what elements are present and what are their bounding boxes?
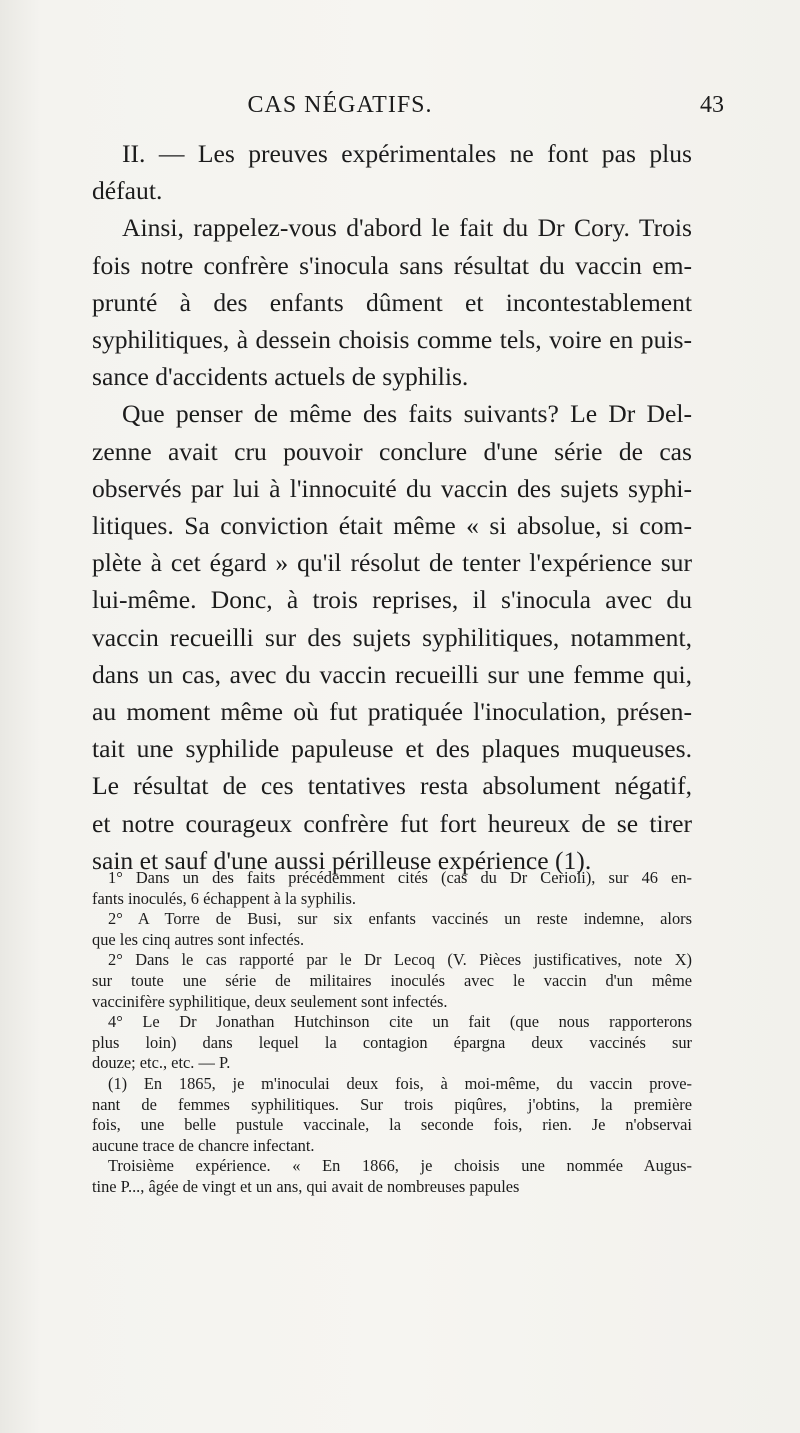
text-line: sain et sauf d'une aussi périlleuse expérience (1). bbox=[92, 845, 592, 875]
footnote-line: plus loin) dans lequel la contagion épargna deux vaccinés sur bbox=[92, 1032, 692, 1052]
text-line: fois notre confrère s'inocula sans résultat du vaccin em- bbox=[92, 250, 692, 280]
text-line: Ainsi, rappelez-vous d'abord le fait du Dr Cory. Trois bbox=[122, 213, 692, 243]
text-line: tait une syphilide papuleuse et des plaques muqueuses. bbox=[92, 734, 692, 764]
footnote-line: que les cinq autres sont infectés. bbox=[92, 929, 305, 949]
footnote-line: 2° Dans le cas rapporté par le Dr Lecoq (V. Pièces justificatives, note X) bbox=[108, 950, 692, 970]
text-line: au moment même où fut pratiquée l'inoculation, présen- bbox=[92, 697, 692, 727]
footnote-line: tine P..., âgée de vingt et un ans, qui avait de nombreuses papules bbox=[92, 1176, 520, 1196]
main-text bbox=[92, 135, 692, 879]
footnote-line: douze; etc., etc. — P. bbox=[92, 1053, 231, 1073]
footnote-line: 4° Le Dr Jonathan Hutchinson cite un fait (que nous rapporterons bbox=[108, 1012, 692, 1032]
text-line: zenne avait cru pouvoir conclure d'une série de cas bbox=[92, 436, 692, 466]
footnote-line: fois, une belle pustule vaccinale, la seconde fois, rien. Je n'observai bbox=[92, 1115, 692, 1135]
text-line: Que penser de même des faits suivants? Le Dr Del- bbox=[122, 399, 692, 429]
footnote-line: vaccinifère syphilitique, deux seulement sont infectés. bbox=[92, 991, 448, 1011]
text-line: vaccin recueilli sur des sujets syphilitiques, notamment, bbox=[92, 622, 692, 652]
footnote-line: 1° Dans un des faits précédemment cités (cas du Dr Cerioli), sur 46 en- bbox=[108, 868, 692, 887]
running-head: CAS NÉGATIFS. bbox=[247, 92, 433, 118]
footnote-line: Troisième expérience. « En 1866, je choisis une nommée Augus- bbox=[108, 1156, 692, 1176]
footnote-line: fants inoculés, 6 échappent à la syphilis. bbox=[92, 888, 357, 908]
footnote-line: aucune trace de chancre infectant. bbox=[92, 1135, 315, 1155]
text-line: plète à cet égard » qu'il résolut de tenter l'expérience sur bbox=[92, 548, 692, 578]
footnote-line: sur toute une série de militaires inoculés avec le vaccin d'un même bbox=[92, 970, 692, 990]
text-line: litiques. Sa conviction était même « si absolue, si com- bbox=[92, 511, 692, 541]
text-line: dans un cas, avec du vaccin recueilli sur une femme qui, bbox=[92, 659, 692, 689]
text-line: lui-même. Donc, à trois reprises, il s'inocula avec du bbox=[92, 585, 692, 615]
footnote-line: (1) En 1865, je m'inoculai deux fois, à moi-même, du vaccin prove- bbox=[108, 1073, 692, 1093]
footnote-line: 2° A Torre de Busi, sur six enfants vaccinés un reste indemne, alors bbox=[108, 909, 692, 929]
text-line: II. — Les preuves expérimentales ne font pas plus bbox=[122, 139, 692, 168]
text-line: Le résultat de ces tentatives resta absolument négatif, bbox=[92, 771, 692, 801]
text-line: syphilitiques, à dessein choisis comme tels, voire en puis- bbox=[92, 325, 692, 355]
text-line: défaut. bbox=[92, 176, 163, 206]
page-header bbox=[0, 92, 800, 122]
text-line: sance d'accidents actuels de syphilis. bbox=[92, 362, 469, 392]
footnotes bbox=[92, 868, 692, 1198]
text-line: prunté à des enfants dûment et incontestablement bbox=[92, 287, 692, 317]
text-line: observés par lui à l'innocuité du vaccin des sujets syphi- bbox=[92, 473, 692, 503]
footnote-line: nant de femmes syphilitiques. Sur trois piqûres, j'obtins, la première bbox=[92, 1094, 692, 1114]
text-line: et notre courageux confrère fut fort heureux de se tirer bbox=[92, 808, 692, 838]
page-number: 43 bbox=[700, 92, 724, 118]
